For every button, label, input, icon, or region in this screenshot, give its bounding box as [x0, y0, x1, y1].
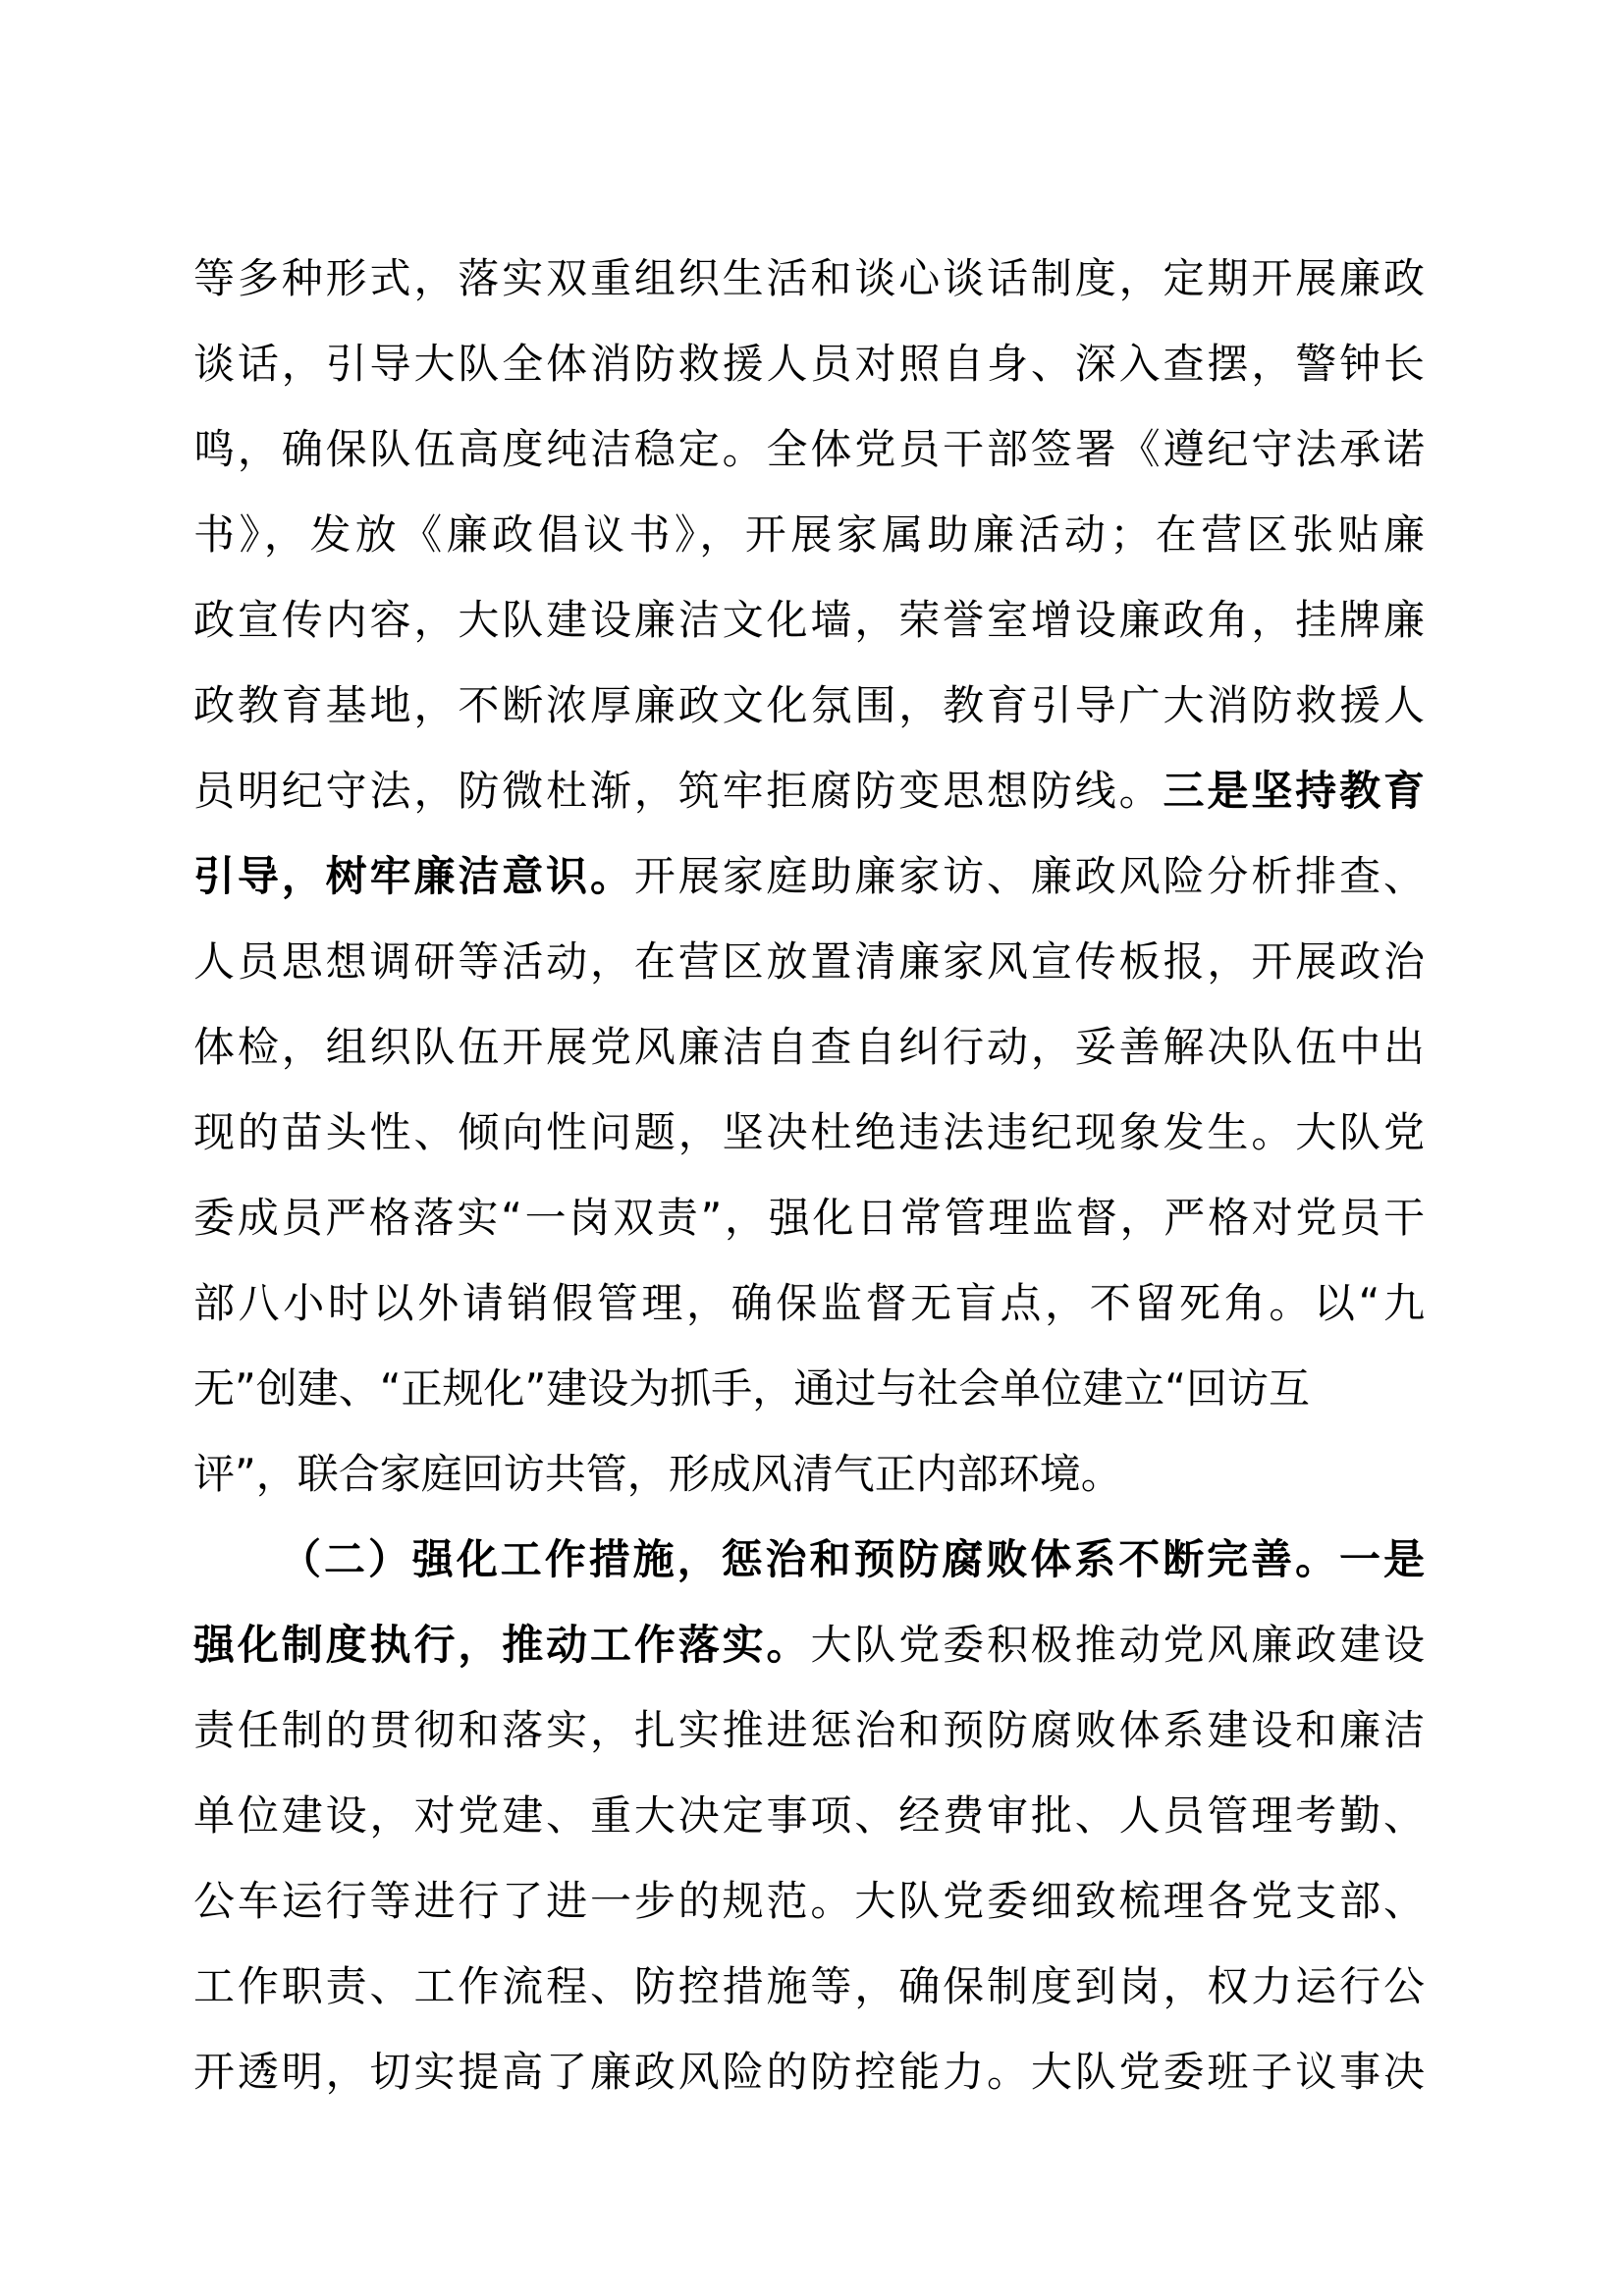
body-text: 开展家庭助廉家访、廉政风险分析排查、	[633, 852, 1425, 900]
body-text: 政宣传内容，大队建设廉洁文化墙，荣誉室增设廉政角，挂牌廉	[193, 596, 1425, 644]
text-line	[193, 1517, 1425, 1602]
text-line	[193, 406, 1425, 492]
body-text: 部八小时以外请销假管理，确保监督无盲点，不留死角。以“九	[193, 1279, 1425, 1327]
text-line	[193, 492, 1425, 577]
text-line	[193, 236, 1425, 321]
body-text: 大队党委积极推动党风廉政建设	[810, 1621, 1425, 1669]
body-text: 公车运行等进行了进一步的规范。大队党委细致梳理各党支部、	[193, 1877, 1425, 1925]
body-text: 无”创建、“正规化”建设为抓手，通过与社会单位建立“回访互	[193, 1364, 1311, 1413]
text-line	[193, 663, 1425, 748]
text-line	[193, 919, 1425, 1004]
bold-heading-text: 强化制度执行，推动工作落实。	[193, 1621, 811, 1669]
bold-heading-text: （二）强化工作措施，惩治和预防腐败体系不断完善。一是	[280, 1535, 1425, 1583]
text-line	[193, 1260, 1425, 1346]
text-line	[193, 2029, 1425, 2114]
body-text: 人员思想调研等活动，在营区放置清廉家风宣传板报，开展政治	[193, 937, 1425, 986]
text-line	[193, 748, 1425, 833]
text-line	[193, 1175, 1425, 1260]
text-line	[193, 1346, 1425, 1431]
body-text: 鸣，确保队伍高度纯洁稳定。全体党员干部签署《遵纪守法承诺	[193, 425, 1425, 473]
text-line	[193, 1773, 1425, 1858]
text-line	[193, 1687, 1425, 1773]
body-text: 开透明，切实提高了廉政风险的防控能力。大队党委班子议事决	[193, 2048, 1425, 2096]
body-text: 评”，联合家庭回访共管，形成风清气正内部环境。	[193, 1450, 1122, 1498]
body-text: 等多种形式，落实双重组织生活和谈心谈话制度，定期开展廉政	[193, 254, 1425, 302]
body-text: 政教育基地，不断浓厚廉政文化氛围，教育引导广大消防救援人	[193, 681, 1425, 729]
body-text: 谈话，引导大队全体消防救援人员对照自身、深入查摆，警钟长	[193, 340, 1425, 388]
text-line	[193, 577, 1425, 663]
body-text: 工作职责、工作流程、防控措施等，确保制度到岗，权力运行公	[193, 1962, 1425, 2010]
text-line	[193, 1944, 1425, 2029]
body-text: 书》，发放《廉政倡议书》，开展家属助廉活动；在营区张贴廉	[193, 510, 1425, 559]
body-text: 员明纪守法，防微杜渐，筑牢拒腐防变思想防线。	[193, 767, 1163, 815]
body-text: 单位建设，对党建、重大决定事项、经费审批、人员管理考勤、	[193, 1791, 1425, 1840]
bold-heading-text: 三是坚持教育	[1163, 767, 1425, 815]
text-line	[193, 321, 1425, 406]
body-text: 现的苗头性、倾向性问题，坚决杜绝违法违纪现象发生。大队党	[193, 1108, 1425, 1156]
bold-heading-text: 引导，树牢廉洁意识。	[193, 852, 634, 900]
document-page	[193, 236, 1425, 2114]
text-line	[193, 833, 1425, 919]
text-line	[193, 1602, 1425, 1687]
text-line	[193, 1090, 1425, 1175]
body-text: 体检，组织队伍开展党风廉洁自查自纠行动，妥善解决队伍中出	[193, 1023, 1425, 1071]
text-line	[193, 1858, 1425, 1944]
body-text: 责任制的贯彻和落实，扎实推进惩治和预防腐败体系建设和廉洁	[193, 1706, 1425, 1754]
text-line	[193, 1431, 1425, 1517]
body-text: 委成员严格落实“一岗双责”，强化日常管理监督，严格对党员干	[193, 1194, 1425, 1242]
text-line	[193, 1004, 1425, 1090]
